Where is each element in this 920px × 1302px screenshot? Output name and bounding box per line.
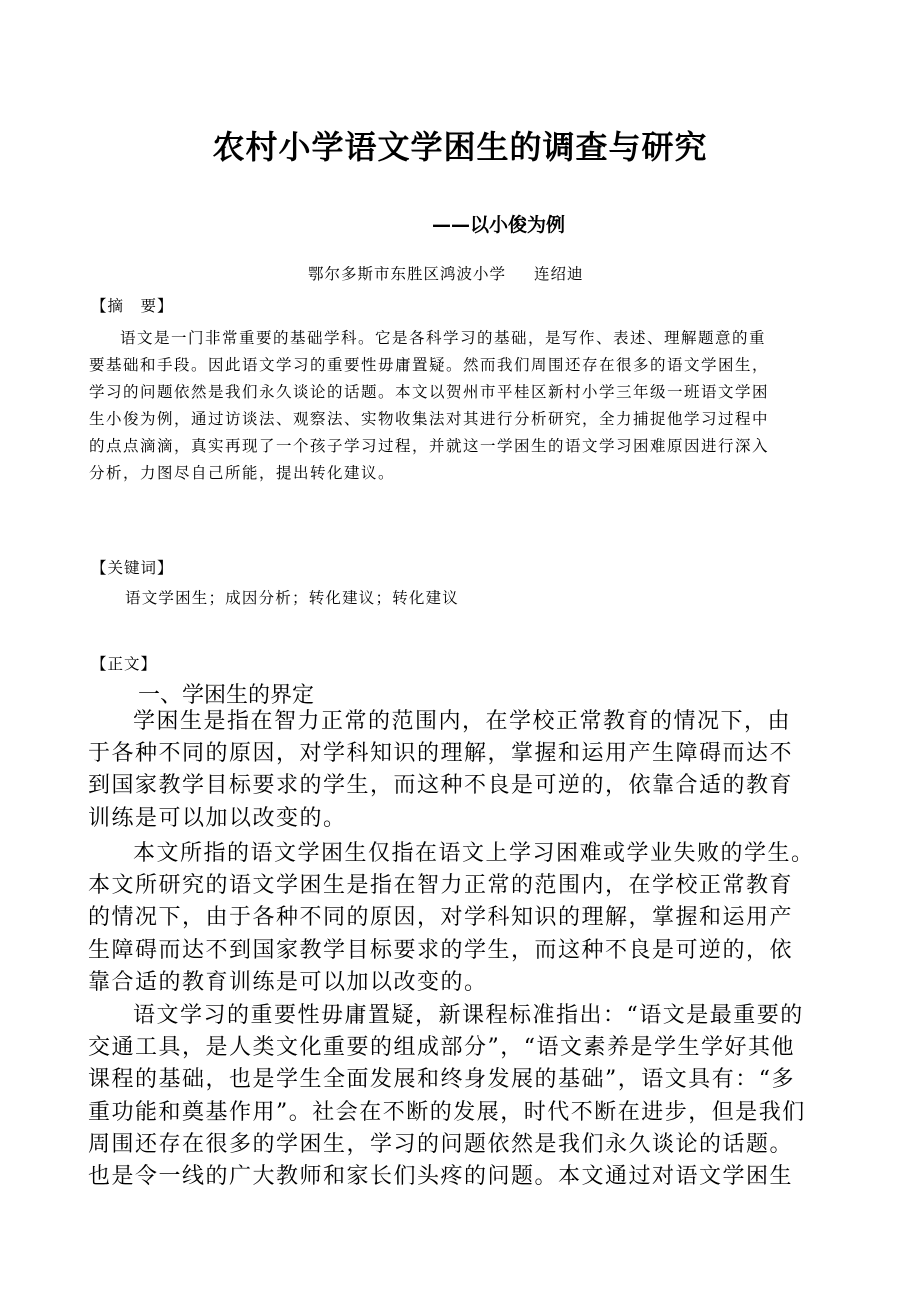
body-paragraph-1 — [88, 706, 793, 835]
body-paragraph-2 — [88, 838, 815, 999]
author-line — [308, 262, 584, 284]
paragraph-line: 也是令一线的广大教师和家长们头疼的问题。本文通过对语文学困生 — [88, 1164, 794, 1190]
paragraph-line: 靠合适的教育训练是可以加以改变的。 — [88, 969, 488, 995]
paragraph-line: 于各种不同的原因，对学科知识的理解，掌握和运用产生障碍而达不 — [88, 741, 794, 767]
document-subtitle: ——以小俊为例 — [432, 214, 566, 236]
abstract-text — [89, 325, 769, 487]
paragraph-line: 重功能和奠基作用”。社会在不断的发展，时代不断在进步，但是我们 — [88, 1099, 806, 1125]
document-title: 农村小学语文学困生的调查与研究 — [212, 128, 708, 166]
paragraph-line: 训练是可以加以改变的。 — [88, 805, 347, 831]
abstract-label: 【摘 要】 — [91, 297, 174, 315]
keywords-text: 语文学困生；成因分析；转化建议；转化建议 — [125, 589, 460, 607]
author-school: 鄂尔多斯市东胜区鸿波小学 — [308, 265, 507, 283]
abstract-line: 学习的问题依然是我们永久谈论的话题。本文以贺州市平桂区新村小学三年级一班语文学困 — [89, 383, 770, 401]
paragraph-line: 到国家教学目标要求的学生，而这种不良是可逆的，依靠合适的教育 — [88, 773, 794, 799]
paragraph-line: 学困生是指在智力正常的范围内，在学校正常教育的情况下，由 — [133, 709, 792, 734]
abstract-line: 生小俊为例，通过访谈法、观察法、实物收集法对其进行分析研究，全力捕捉他学习过程中 — [89, 410, 770, 428]
paragraph-line: 周围还存在很多的学困生，学习的问题依然是我们永久谈论的话题。 — [88, 1131, 794, 1157]
section-heading: 一、学困生的界定 — [138, 683, 315, 708]
body-label: 【正文】 — [91, 655, 158, 673]
abstract-line: 要基础和手段。因此语文学习的重要性毋庸置疑。然而我们周围还存在很多的语文学困生， — [89, 356, 770, 374]
paragraph-line: 交通工具，是人类文化重要的组成部分”，“语文素养是学生学好其他 — [88, 1035, 795, 1061]
paragraph-line: 生障碍而达不到国家教学目标要求的学生，而这种不良是可逆的，依 — [88, 937, 794, 963]
paragraph-line: 的情况下，由于各种不同的原因，对学科知识的理解，掌握和运用产 — [88, 905, 794, 931]
paragraph-line: 本文所指的语文学困生仅指在语文上学习困难或学业失败的学生。 — [133, 841, 815, 866]
paragraph-line: 本文所研究的语文学困生是指在智力正常的范围内，在学校正常教育 — [88, 873, 794, 899]
paragraph-line: 语文学习的重要性毋庸置疑，新课程标准指出：“语文是最重要的 — [133, 1003, 804, 1028]
author-name: 连绍迪 — [534, 265, 584, 283]
paragraph-line: 课程的基础，也是学生全面发展和终身发展的基础”，语文具有：“多 — [88, 1067, 795, 1093]
abstract-line: 语文是一门非常重要的基础学科。它是各科学习的基础，是写作、表述、理解题意的重 — [120, 329, 767, 347]
abstract-line: 的点点滴滴，真实再现了一个孩子学习过程，并就这一学困生的语文学习困难原因进行深入 — [89, 437, 770, 455]
keywords-label: 【关键词】 — [91, 559, 174, 577]
body-paragraph-3 — [88, 1000, 806, 1193]
abstract-line: 分析，力图尽自己所能，提出转化建议。 — [89, 464, 396, 482]
